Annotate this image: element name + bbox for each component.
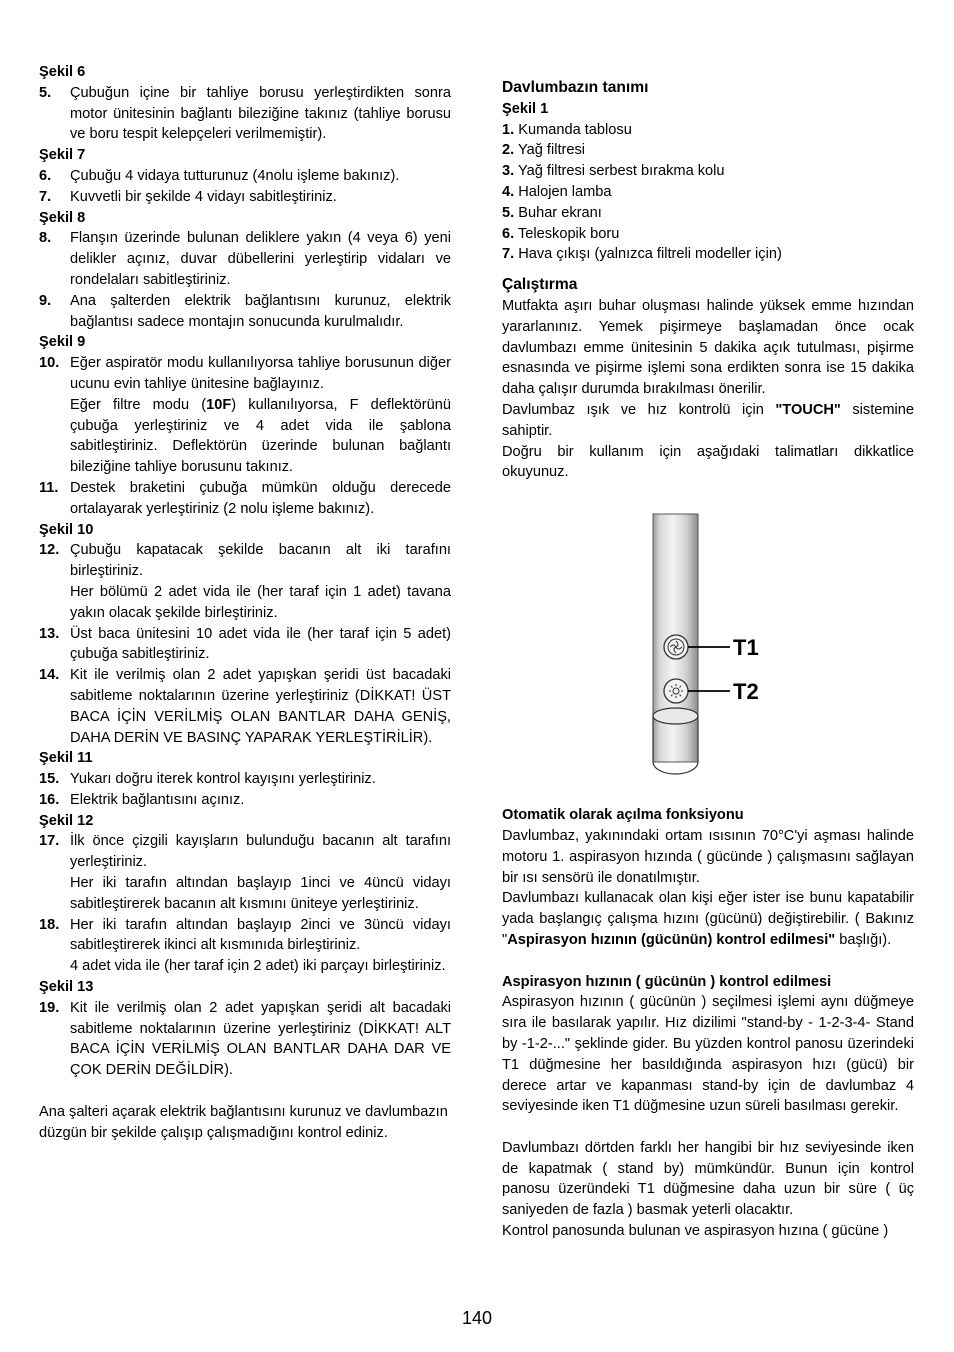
item-number: 6. bbox=[502, 225, 515, 242]
closing-paragraph: Ana şalteri açarak elektrik bağlantısını kurunuz ve davlumbazın düzgün bir şekilde çalışıp çalışmadığını kontrol ediniz. bbox=[39, 1103, 448, 1141]
speed-paragraph: Davlumbazı dörtden farklı her hangibi bir hız seviyesinde iken de kapatmak ( stand by) mümkündür. Bunun için kontrol panosu üzeründeki T1 düğmesine daha uzun bir süre ( üç saniyeden de fazla ) basmak yeterli olacaktır. bbox=[502, 1139, 914, 1219]
item-text: Yağ filtresi serbest bırakma kolu bbox=[514, 163, 725, 180]
section-title-speed-control: Aspirasyon hızının ( gücünün ) kontrol edilmesi bbox=[502, 973, 832, 990]
figure-ref: Şekil 12 bbox=[39, 812, 94, 829]
item-paragraph: 4 adet vida ile (her taraf için 2 adet) iki parçayı birleştiriniz. bbox=[70, 958, 446, 975]
page-number: 140 bbox=[461, 1308, 493, 1328]
figure-ref: Şekil 7 bbox=[39, 147, 86, 164]
item-text: Hava çıkışı (yalnızca filtreli modeller için) bbox=[514, 246, 782, 263]
light-icon[interactable] bbox=[664, 679, 688, 703]
item-number: 10. bbox=[39, 355, 60, 372]
item-number: 11. bbox=[39, 479, 59, 496]
operation-paragraph: Doğru bir kullanım için aşağıdaki talimatları dikkatlice okuyunuz. bbox=[502, 443, 914, 481]
item-text bbox=[70, 353, 451, 478]
item-number: 14. bbox=[39, 667, 60, 684]
item-text: Çubuğu 4 vidaya tutturunuz (4nolu işleme bakınız). bbox=[70, 167, 400, 184]
item-text: Elektrik bağlantısını açınız. bbox=[70, 791, 245, 808]
t1-label: T1 bbox=[733, 635, 759, 660]
item-number: 4. bbox=[502, 183, 515, 200]
section-title-operation: Çalıştırma bbox=[502, 276, 578, 294]
item-paragraph: İlk önce çizgili kayışların bulunduğu bacanın alt tarafını yerleştiriniz. bbox=[70, 833, 451, 871]
list-item bbox=[502, 244, 914, 265]
item-text bbox=[70, 540, 451, 623]
item-number: 16. bbox=[39, 791, 60, 808]
item-text: Kumanda tablosu bbox=[514, 121, 632, 138]
figure-ref: Şekil 11 bbox=[39, 750, 93, 767]
item-number: 8. bbox=[39, 230, 52, 247]
speed-paragraph: Kontrol panosunda bulunan ve aspirasyon hızına ( gücüne ) bbox=[502, 1223, 889, 1240]
figure-ref: Şekil 10 bbox=[39, 521, 94, 538]
list-item bbox=[39, 915, 451, 977]
list-item bbox=[39, 998, 451, 1081]
item-number: 5. bbox=[502, 204, 515, 221]
list-item bbox=[39, 790, 451, 811]
left-column bbox=[39, 62, 451, 1143]
list-item bbox=[502, 203, 914, 224]
figure-ref: Şekil 1 bbox=[502, 100, 549, 117]
item-text: Kit ile verilmiş olan 2 adet yapışkan şeridi alt bacadaki sabitleme noktalarının üzerine yerleştiriniz (DİKKAT! ALT BACA İÇİN VERİLMİŞ OLAN BANTLAR DAHA DAR VE ÇOK DERİN DEĞİLDİR). bbox=[70, 999, 451, 1079]
operation-paragraph: Mutfakta aşırı buhar oluşması halinde yüksek emme hızından yararlanınız. Yemek pişirmeye başlamadan önce ocak davlumbazı emme ünitesinin 5 dakika açık tutulması, pişirme esnasında ve pişirme işlemi sona erdikten sonra ise 15 dakika daha çalışır durumda bırakılması önerilir. bbox=[502, 297, 914, 398]
text-run: Davlumbazı kullanacak olan kişi eğer ister ise bunu kapatabilir yada başlangıç çalışma hızını (gücünü) değiştirebilir. ( Bakınız " bbox=[502, 890, 914, 948]
tube-ring-top bbox=[653, 708, 698, 724]
operation-paragraph bbox=[502, 400, 914, 442]
list-item bbox=[502, 224, 914, 245]
item-text bbox=[70, 831, 451, 914]
figure-ref: Şekil 9 bbox=[39, 334, 86, 351]
item-number: 5. bbox=[39, 84, 52, 101]
list-item bbox=[502, 140, 914, 161]
item-paragraph: Her bölümü 2 adet vida ile (her taraf için 1 adet) tavana yakın olacak şekilde birleştiriniz. bbox=[70, 583, 451, 621]
item-text: Kit ile verilmiş olan 2 adet yapışkan şeridi üst bacadaki sabitleme noktalarının üzerine yerleştiriniz (DİKKAT! ÜST BACA İÇİN VERİLMİŞ OLAN BANTLAR DAHA GENİŞ, DAHA DERİN VE BASINÇ YAPARAK YERLEŞTİRİLİR). bbox=[70, 667, 451, 746]
item-number: 18. bbox=[39, 916, 60, 933]
list-item bbox=[39, 665, 451, 748]
item-text: Destek braketini çubuğa mümkün olduğu derecede ortalayarak yerleştiriniz (2 nolu işleme bakınız). bbox=[70, 479, 451, 517]
figure-ref: Şekil 13 bbox=[39, 979, 94, 996]
figure-ref: Şekil 6 bbox=[39, 64, 86, 80]
list-item bbox=[502, 182, 914, 203]
item-number: 9. bbox=[39, 292, 52, 309]
text-run: başlığı). bbox=[835, 931, 892, 948]
item-text: Ana şalterden elektrik bağlantısını kurunuz, elektrik bağlantısı sadece montajın sonucunda kurulmalıdır. bbox=[70, 292, 451, 330]
item-paragraph: Her iki tarafın altından başlayıp 2inci ve 3üncü vidayı sabitleştirerek ikinci alt kısmınıda birleştiriniz. bbox=[70, 916, 451, 954]
item-text: Üst baca ünitesini 10 adet vida ile (her taraf için 5 adet) çubuğa sabitleştiriniz. bbox=[70, 625, 451, 663]
speed-paragraph: Aspirasyon hızının ( gücünün ) seçilmesi işlemi aynı düğmeye sıra ile basılarak yapılır. Hız dizilimi "stand-by - 1-2-3-4- Stand by -1-2-..." şeklinde gider. Bu yüzden kontrol panosu üzerindeki T1 düğmesine her basıldığında aspirasyon hızı (gücü) bir derece artar ve kapanması stand-by için de davlumbaz 4 seviyesinde iken T1 düğmesine uzun süreli basılması gerekir. bbox=[502, 994, 914, 1115]
list-item bbox=[502, 120, 914, 141]
text-run: sistemine sahiptir. bbox=[502, 401, 914, 439]
item-number: 1. bbox=[502, 121, 515, 138]
control-panel-figure bbox=[620, 510, 820, 785]
list-item bbox=[39, 187, 451, 208]
section-title-auto-on: Otomatik olarak açılma fonksiyonu bbox=[502, 807, 744, 824]
list-item bbox=[39, 478, 451, 520]
list-item bbox=[39, 624, 451, 666]
item-paragraph bbox=[70, 395, 451, 478]
item-number: 15. bbox=[39, 771, 60, 788]
list-item bbox=[39, 353, 451, 478]
item-number: 17. bbox=[39, 833, 60, 850]
list-item bbox=[502, 161, 914, 182]
item-text: Çubuğun içine bir tahliye borusu yerleştirdikten sonra motor ünitesinin bağlantı bileziğine takınız (tahliye borusu ve boru tespit kelepçeleri verilmemiştir). bbox=[70, 84, 451, 143]
fan-icon[interactable] bbox=[664, 635, 688, 659]
list-item bbox=[39, 769, 451, 790]
control-panel-drawing bbox=[620, 510, 820, 785]
list-item bbox=[39, 831, 451, 914]
item-number: 7. bbox=[39, 188, 52, 205]
t2-label: T2 bbox=[733, 679, 759, 704]
item-text: Halojen lamba bbox=[514, 183, 612, 200]
auto-paragraph: Davlumbaz, yakınındaki ortam ısısının 70°C'yi aşması halinde motoru 1. aspirasyon hızında ( gücünde ) çalışmasını sağlayan bir ısı sensörü ile donatılmıştır. bbox=[502, 827, 914, 886]
item-number: 19. bbox=[39, 999, 60, 1016]
list-item bbox=[39, 291, 451, 333]
list-item bbox=[39, 540, 451, 623]
figure-ref: Şekil 8 bbox=[39, 209, 86, 226]
item-number: 2. bbox=[502, 142, 515, 159]
text-run: ) kullanılıyorsa, F deflektörünü çubuğa yerleştiriniz ve 4 adet vida ile şablona sabitleştiriniz. Deflektörün üzerinde bulunan bağlantı bileziğine tahliye borusunu takınız. bbox=[70, 396, 451, 476]
list-item bbox=[39, 228, 451, 290]
item-text: Flanşın üzerinde bulunan deliklere yakın (4 veya 6) yeni delikler açınız, duvar dübellerini yerleştirip vidaları ve rondelaları sabitleştiriniz. bbox=[70, 230, 451, 288]
list-item bbox=[39, 83, 451, 145]
item-text: Yukarı doğru iterek kontrol kayışını yerleştiriniz. bbox=[70, 771, 376, 788]
section-title-description: Davlumbazın tanımı bbox=[502, 79, 649, 96]
auto-paragraph bbox=[502, 888, 914, 950]
text-run-bold: Aspirasyon hızının (gücünün) kontrol edilmesi" bbox=[507, 931, 836, 948]
item-text bbox=[70, 915, 451, 977]
item-text: Yağ filtresi bbox=[514, 142, 586, 159]
text-run-bold: 10F bbox=[206, 396, 232, 413]
parts-list bbox=[502, 120, 914, 266]
item-paragraph: Çubuğu kapatacak şekilde bacanın alt iki tarafını birleştiriniz. bbox=[70, 542, 451, 580]
text-run: Davlumbaz ışık ve hız kontrolü için bbox=[502, 401, 776, 418]
item-paragraph: Her iki tarafın altından başlayıp 1inci ve 4üncü vidayı sabitleştirerek bacanın alt kısmını üniteye yerleştiriniz. bbox=[70, 875, 451, 912]
item-text: Kuvvetli bir şekilde 4 vidayı sabitleştiriniz. bbox=[70, 188, 337, 205]
item-number: 13. bbox=[39, 625, 60, 642]
item-number: 3. bbox=[502, 163, 515, 180]
text-run: Eğer filtre modu ( bbox=[70, 396, 207, 413]
item-text: Buhar ekranı bbox=[514, 204, 602, 221]
item-number: 12. bbox=[39, 542, 60, 559]
item-number: 7. bbox=[502, 246, 515, 263]
item-text: Teleskopik boru bbox=[514, 225, 620, 242]
item-number: 6. bbox=[39, 167, 52, 184]
list-item bbox=[39, 166, 451, 187]
text-run-bold: "TOUCH" bbox=[775, 401, 841, 418]
item-paragraph: Eğer aspiratör modu kullanılıyorsa tahliye borusunun diğer ucunu evin tahliye ünitesine bağlayınız. bbox=[70, 355, 451, 392]
